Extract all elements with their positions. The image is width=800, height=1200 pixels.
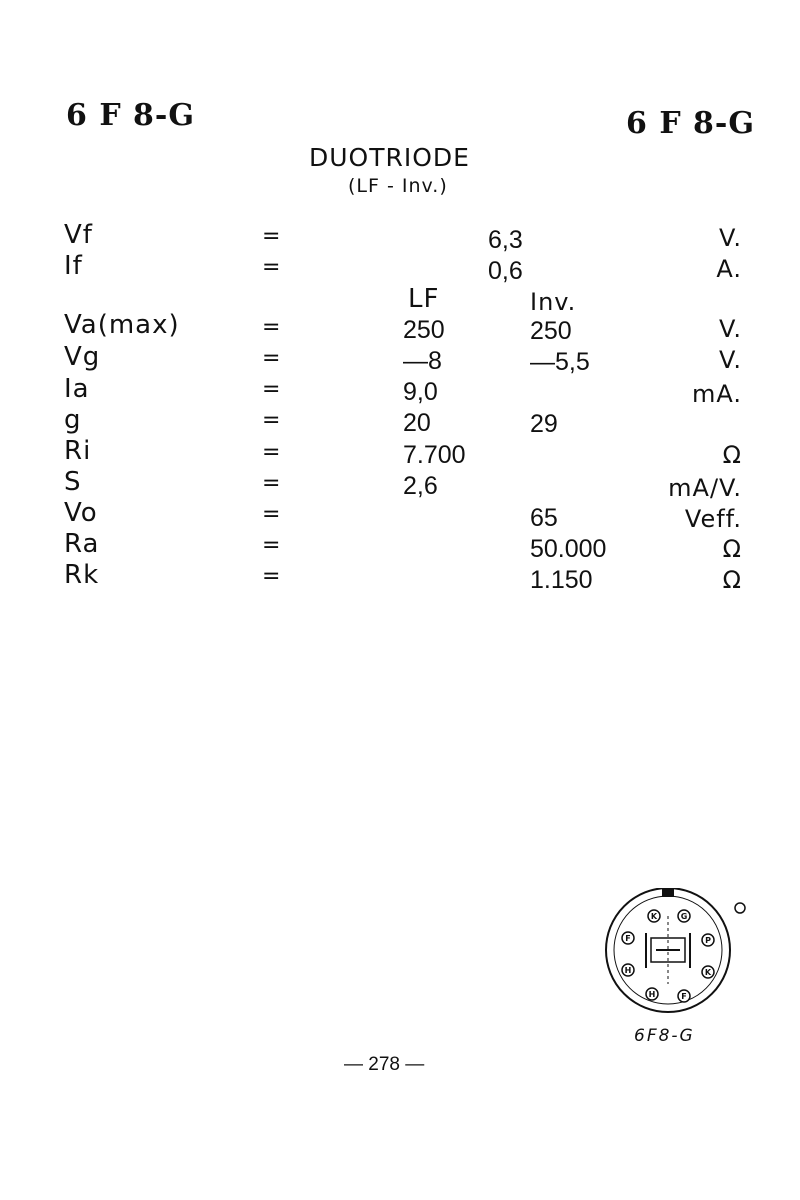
lf-value: 250 [403,316,445,344]
diagram-caption: 6F8-G [634,1026,695,1046]
param-label: Vf [64,220,93,250]
param-label: Ri [64,436,92,466]
equals-sign: = [262,440,281,465]
pin-2-label: G [680,912,688,921]
pin-3-label: F [625,934,631,943]
unit-label: Veff. [684,505,742,533]
top-cap-pin [735,903,745,913]
equals-sign: = [262,502,281,527]
socket-base-diagram [596,888,746,1018]
unit-label: mA/V. [668,474,742,502]
param-label: Vo [64,498,98,528]
pin-6-label: K [704,968,712,977]
unit-label: Ω [722,441,742,469]
lf-value: —8 [403,347,442,375]
equals-sign: = [262,533,281,558]
lf-value: 9,0 [403,378,438,406]
page-title: DUOTRIODE [309,143,470,172]
tube-type-left: 6 F 8-G [66,98,196,133]
equals-sign: = [262,564,281,589]
pin-8-label: F [681,992,687,1001]
equals-sign: = [262,224,281,249]
unit-label: V. [719,315,742,343]
equals-sign: = [262,408,281,433]
unit-label: Ω [722,566,742,594]
param-label: Ra [64,529,100,559]
column-header-inv: Inv. [530,288,577,316]
param-label: Vg [64,342,101,372]
unit-label: V. [719,346,742,374]
equals-sign: = [262,346,281,371]
page-number: — 278 — [344,1054,425,1075]
unit-label: V. [719,224,742,252]
param-label: Rk [64,560,100,590]
equals-sign: = [262,471,281,496]
page-subtitle: (LF - Inv.) [348,175,448,197]
inv-value: 6,3 [488,226,523,254]
lf-value: 20 [403,409,431,437]
lf-value: 2,6 [403,472,438,500]
inv-value: 50.000 [530,535,607,563]
socket-key [662,888,674,897]
inv-value: 65 [530,504,558,532]
inv-value: 1.150 [530,566,593,594]
unit-label: mA. [691,380,742,408]
lf-value: 7.700 [403,441,466,469]
tube-type-right: 6 F 8-G [626,106,756,141]
inv-value: —5,5 [530,348,590,376]
param-label: If [64,251,83,281]
equals-sign: = [262,315,281,340]
param-label: Ia [64,374,90,404]
inv-value: 0,6 [488,257,523,285]
param-label: S [64,467,82,497]
equals-sign: = [262,377,281,402]
unit-label: Ω [722,535,742,563]
column-header-lf: LF [408,284,440,314]
pin-7-label: H [648,990,656,999]
param-label: Va(max) [64,310,180,340]
inv-value: 250 [530,317,572,345]
pin-4-label: P [705,936,711,945]
equals-sign: = [262,255,281,280]
pin-5-label: H [624,966,632,975]
unit-label: A. [716,255,742,283]
param-label: g [64,405,82,435]
inv-value: 29 [530,410,558,438]
pin-1-label: K [650,912,658,921]
